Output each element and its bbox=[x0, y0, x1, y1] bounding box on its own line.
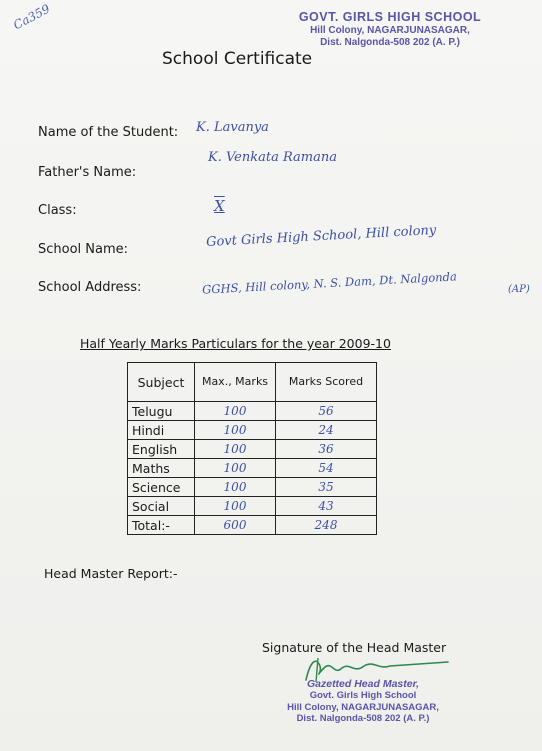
scored-cell: 35 bbox=[276, 478, 377, 497]
stamp-line: Dist. Nalgonda-508 202 (A. P.) bbox=[320, 36, 460, 48]
scored-cell: 43 bbox=[276, 497, 377, 516]
marks-table bbox=[127, 362, 377, 535]
max-cell: 100 bbox=[195, 478, 276, 497]
subject-cell: English bbox=[128, 440, 195, 459]
school-address-label: School Address: bbox=[38, 280, 142, 295]
father-name-label: Father's Name: bbox=[38, 165, 137, 180]
student-name-value: K. Lavanya bbox=[196, 120, 269, 135]
father-name-value: K. Venkata Ramana bbox=[208, 150, 338, 165]
subject-cell: Telugu bbox=[128, 402, 195, 421]
reference-note: Ca359 bbox=[11, 1, 53, 33]
max-cell: 100 bbox=[195, 440, 276, 459]
stamp-line: GOVT. GIRLS HIGH SCHOOL bbox=[298, 10, 482, 24]
max-cell: 100 bbox=[195, 421, 276, 440]
signature-label: Signature of the Head Master bbox=[262, 640, 447, 655]
subject-cell: Science bbox=[128, 478, 195, 497]
scored-cell: 24 bbox=[276, 421, 377, 440]
table-total-row bbox=[128, 516, 377, 535]
class-label: Class: bbox=[38, 203, 77, 218]
table-row bbox=[128, 421, 377, 440]
stamp-line: Govt. Girls High School bbox=[309, 690, 417, 702]
stamp-line: Hill Colony, NAGARJUNASAGAR, bbox=[310, 24, 470, 36]
school-stamp-top bbox=[292, 10, 488, 48]
stamp-line: Dist. Nalgonda-508 202 (A. P.) bbox=[296, 712, 430, 724]
subject-cell: Hindi bbox=[128, 421, 195, 440]
student-name-label: Name of the Student: bbox=[38, 125, 179, 140]
max-cell: 100 bbox=[195, 402, 276, 421]
school-name-label: School Name: bbox=[38, 242, 129, 257]
total-label-cell: Total:- bbox=[128, 516, 195, 535]
subject-cell: Social bbox=[128, 497, 195, 516]
table-row bbox=[128, 497, 377, 516]
table-header-row bbox=[128, 363, 377, 402]
total-scored-cell: 248 bbox=[276, 516, 377, 535]
scored-cell: 36 bbox=[276, 440, 377, 459]
school-name-value: Govt Girls High School, Hill colony bbox=[205, 222, 437, 251]
total-max-cell: 600 bbox=[195, 516, 276, 535]
marks-heading: Half Yearly Marks Particulars for the year 2009-10 bbox=[80, 336, 391, 351]
school-address-state: (AP) bbox=[508, 284, 530, 295]
stamp-line: Hill Colony, NAGARJUNASAGAR, bbox=[287, 701, 439, 713]
subject-cell: Maths bbox=[128, 459, 195, 478]
max-cell: 100 bbox=[195, 497, 276, 516]
class-value: X bbox=[214, 197, 225, 215]
head-master-report-label: Head Master Report:- bbox=[44, 566, 178, 581]
header-max-marks: Max., Marks bbox=[195, 363, 276, 402]
table-row bbox=[128, 478, 377, 497]
scored-cell: 56 bbox=[276, 402, 377, 421]
header-subject: Subject bbox=[128, 363, 195, 402]
head-master-stamp bbox=[268, 678, 458, 724]
scored-cell: 54 bbox=[276, 459, 377, 478]
max-cell: 100 bbox=[195, 459, 276, 478]
stamp-line: Gazetted Head Master, bbox=[306, 678, 420, 690]
header-marks-scored: Marks Scored bbox=[276, 363, 377, 402]
table-row bbox=[128, 440, 377, 459]
school-address-value: GGHS, Hill colony, N. S. Dam, Dt. Nalgonda bbox=[201, 269, 458, 297]
certificate-title: School Certificate bbox=[162, 49, 313, 69]
table-row bbox=[128, 459, 377, 478]
table-row bbox=[128, 402, 377, 421]
